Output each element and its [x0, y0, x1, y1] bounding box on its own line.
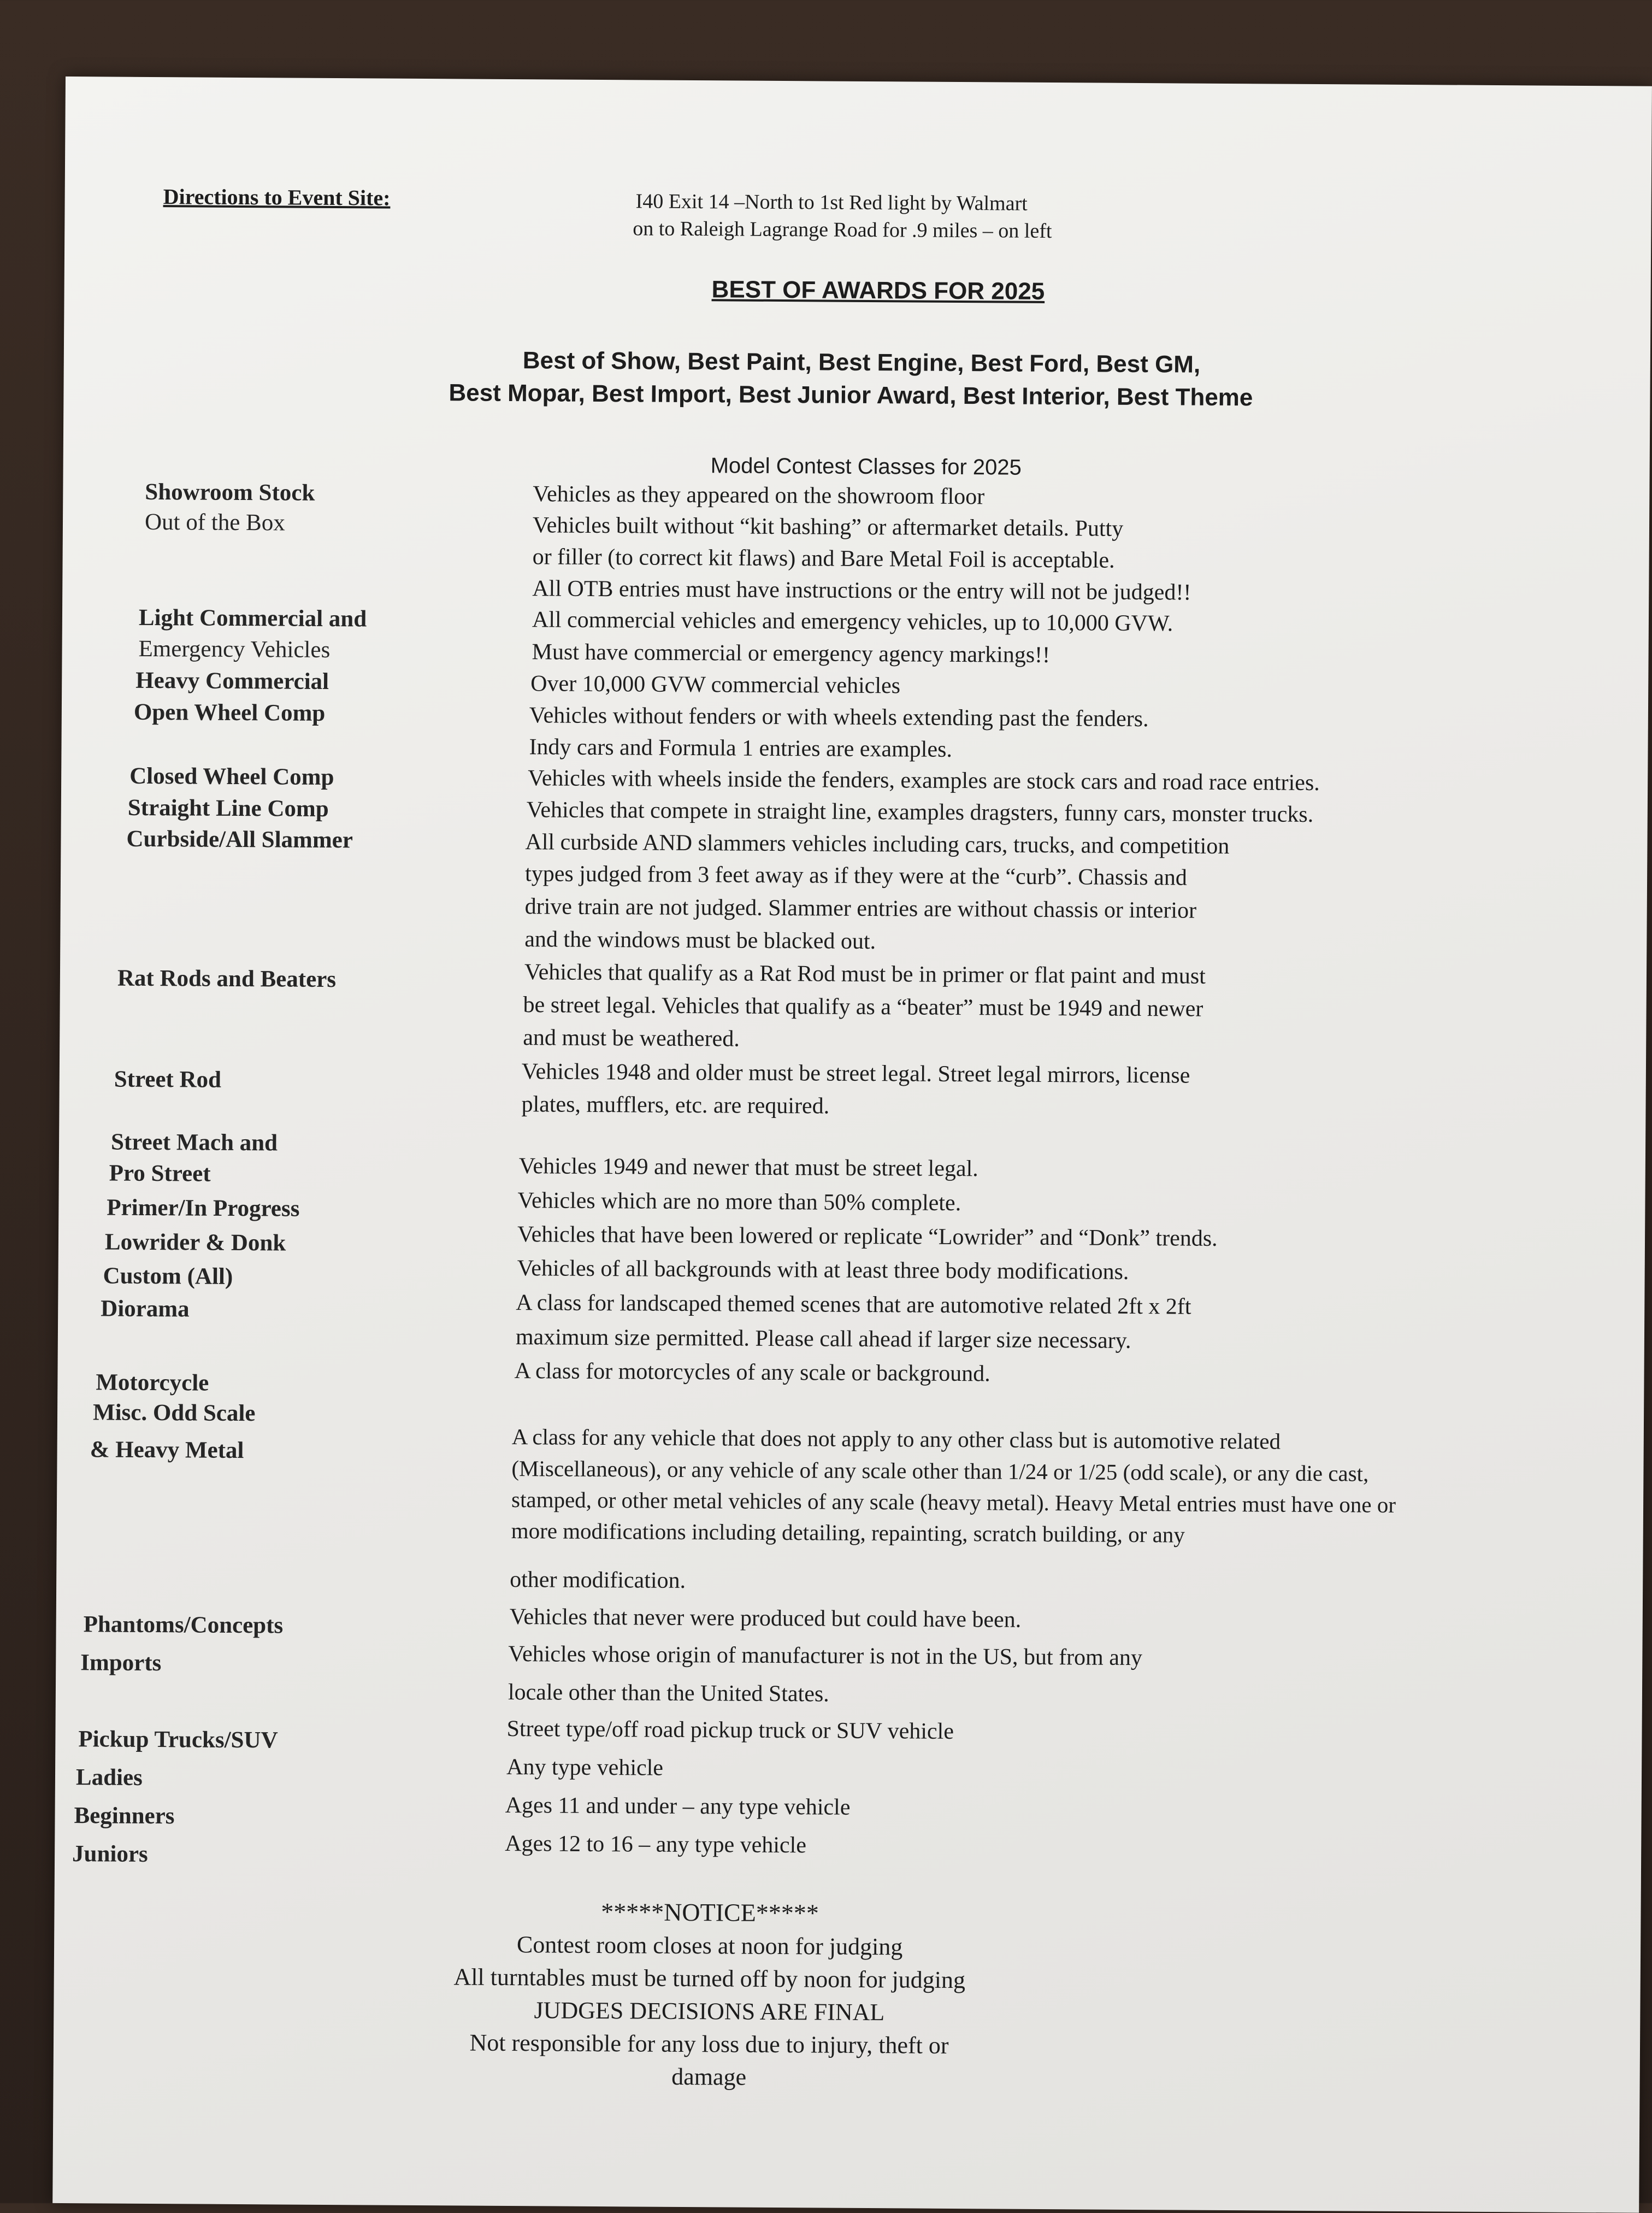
class-description: Vehicles with wheels inside the fenders, examples are stock cars and road race entries. [528, 766, 1320, 796]
class-description: more modifications including detailing, repainting, scratch building, or any [511, 1518, 1185, 1547]
class-label: Diorama [101, 1296, 190, 1322]
class-description: Vehicles as they appeared on the showroom floor [533, 481, 985, 510]
class-description: other modification. [510, 1567, 686, 1593]
class-description: Vehicles which are no more than 50% complete. [517, 1188, 961, 1216]
class-description: Vehicles that compete in straight line, examples dragsters, funny cars, monster trucks. [526, 797, 1314, 827]
notice-line-3: JUDGES DECISIONS ARE FINAL [534, 1997, 885, 2026]
class-description: A class for motorcycles of any scale or background. [514, 1358, 990, 1387]
class-description: Vehicles 1948 and older must be street legal. Street legal mirrors, license [521, 1059, 1190, 1088]
class-label: Custom (All) [103, 1263, 233, 1290]
directions-line-2: on to Raleigh Lagrange Road for .9 miles – on left [633, 217, 1052, 243]
class-description: plates, mufflers, etc. are required. [521, 1092, 830, 1119]
class-description: Ages 12 to 16 – any type vehicle [505, 1831, 807, 1858]
class-label: Lowrider & Donk [104, 1229, 286, 1256]
class-label: Ladies [75, 1764, 143, 1791]
class-description: and must be weathered. [523, 1025, 740, 1052]
class-description: Indy cars and Formula 1 entries are examples. [529, 734, 953, 762]
class-label: Pro Street [109, 1160, 211, 1187]
class-description: maximum size permitted. Please call ahead if larger size necessary. [515, 1325, 1131, 1353]
class-label: Phantoms/Concepts [83, 1611, 284, 1639]
directions-line-1: I40 Exit 14 –North to 1st Red light by Walmart [635, 190, 1028, 215]
class-description: Any type vehicle [506, 1754, 664, 1781]
class-label: Out of the Box [144, 509, 285, 536]
class-description: Vehicles 1949 and newer that must be street legal. [518, 1153, 978, 1182]
class-description: Vehicles that have been lowered or replicate “Lowrider” and “Donk” trends. [517, 1222, 1218, 1251]
class-description: A class for landscaped themed scenes that are automotive related 2ft x 2ft [516, 1290, 1191, 1320]
class-label: Emergency Vehicles [138, 635, 331, 663]
class-description: types judged from 3 feet away as if they were at the “curb”. Chassis and [524, 861, 1187, 891]
notice-line-1: Contest room closes at noon for judging [516, 1931, 903, 1961]
notice-line-4: Not responsible for any loss due to injury, theft or damage [469, 2029, 949, 2091]
class-label: Motorcycle [96, 1369, 209, 1396]
class-label: Closed Wheel Comp [129, 763, 334, 791]
class-label: Street Rod [114, 1066, 222, 1093]
flyer-page [52, 76, 1652, 2213]
class-description: Vehicles built without “kit bashing” or aftermarket details. Putty [532, 513, 1124, 542]
class-label: Showroom Stock [145, 479, 315, 506]
notice-block [435, 1894, 983, 2095]
class-label: Heavy Commercial [135, 667, 329, 694]
directions-label: Directions to Event Site: [163, 184, 391, 210]
class-description: All curbside AND slammers vehicles including cars, trucks, and competition [525, 829, 1230, 860]
class-label: Curbside/All Slammer [126, 826, 353, 854]
class-label: Misc. Odd Scale [92, 1399, 256, 1427]
class-description: drive train are not judged. Slammer entries are without chassis or interior [524, 894, 1197, 923]
class-description: Over 10,000 GVW commercial vehicles [530, 671, 901, 699]
classes-title: Model Contest Classes for 2025 [710, 454, 1022, 480]
class-label: Street Mach and [110, 1129, 278, 1156]
class-label: Beginners [74, 1803, 175, 1829]
class-label: Imports [80, 1650, 162, 1676]
class-label: Light Commercial and [138, 604, 367, 632]
class-description: All OTB entries must have instructions or the entry will not be judged!! [532, 576, 1191, 605]
awards-title: BEST OF AWARDS FOR 2025 [711, 276, 1045, 305]
awards-line-1: Best of Show, Best Paint, Best Engine, Best Ford, Best GM, [522, 347, 1201, 378]
class-description: Vehicles whose origin of manufacturer is not in the US, but from any [508, 1641, 1143, 1671]
notice-title: *****NOTICE***** [601, 1898, 819, 1927]
class-label: Juniors [72, 1841, 148, 1867]
class-label: Open Wheel Comp [133, 699, 326, 726]
class-description: Vehicles that qualify as a Rat Rod must be in primer or flat paint and must [524, 960, 1206, 989]
class-description: Must have commercial or emergency agency markings!! [532, 639, 1051, 668]
class-description: A class for any vehicle that does not apply to any other class but is automotive related [511, 1424, 1281, 1454]
class-description: or filler (to correct kit flaws) and Bare Metal Foil is acceptable. [532, 544, 1115, 573]
class-description: be street legal. Vehicles that qualify as a “beater” must be 1949 and newer [523, 992, 1203, 1022]
class-label: Rat Rods and Beaters [117, 965, 337, 993]
class-label: Straight Line Comp [127, 794, 329, 822]
class-label: Primer/In Progress [107, 1194, 300, 1222]
notice-line-2: All turntables must be turned off by noon for judging [453, 1963, 966, 1994]
class-description: (Miscellaneous), or any vehicle of any scale other than 1/24 or 1/25 (odd scale), or any die cast, [511, 1456, 1369, 1486]
class-description: and the windows must be blacked out. [524, 927, 876, 955]
awards-line-2: Best Mopar, Best Import, Best Junior Award, Best Interior, Best Theme [449, 379, 1253, 411]
class-description: Street type/off road pickup truck or SUV vehicle [506, 1716, 954, 1744]
class-description: Vehicles of all backgrounds with at least three body modifications. [517, 1256, 1129, 1285]
class-label: & Heavy Metal [90, 1437, 244, 1464]
class-description: locale other than the United States. [508, 1680, 829, 1707]
class-description: Vehicles without fenders or with wheels extending past the fenders. [529, 703, 1149, 732]
class-description: Ages 11 and under – any type vehicle [505, 1792, 851, 1820]
class-label: Pickup Trucks/SUV [78, 1726, 278, 1753]
class-description: stamped, or other metal vehicles of any scale (heavy metal). Heavy Metal entries must have one or [511, 1487, 1396, 1517]
class-description: All commercial vehicles and emergency vehicles, up to 10,000 GVW. [532, 607, 1173, 637]
class-description: Vehicles that never were produced but could have been. [509, 1604, 1022, 1633]
